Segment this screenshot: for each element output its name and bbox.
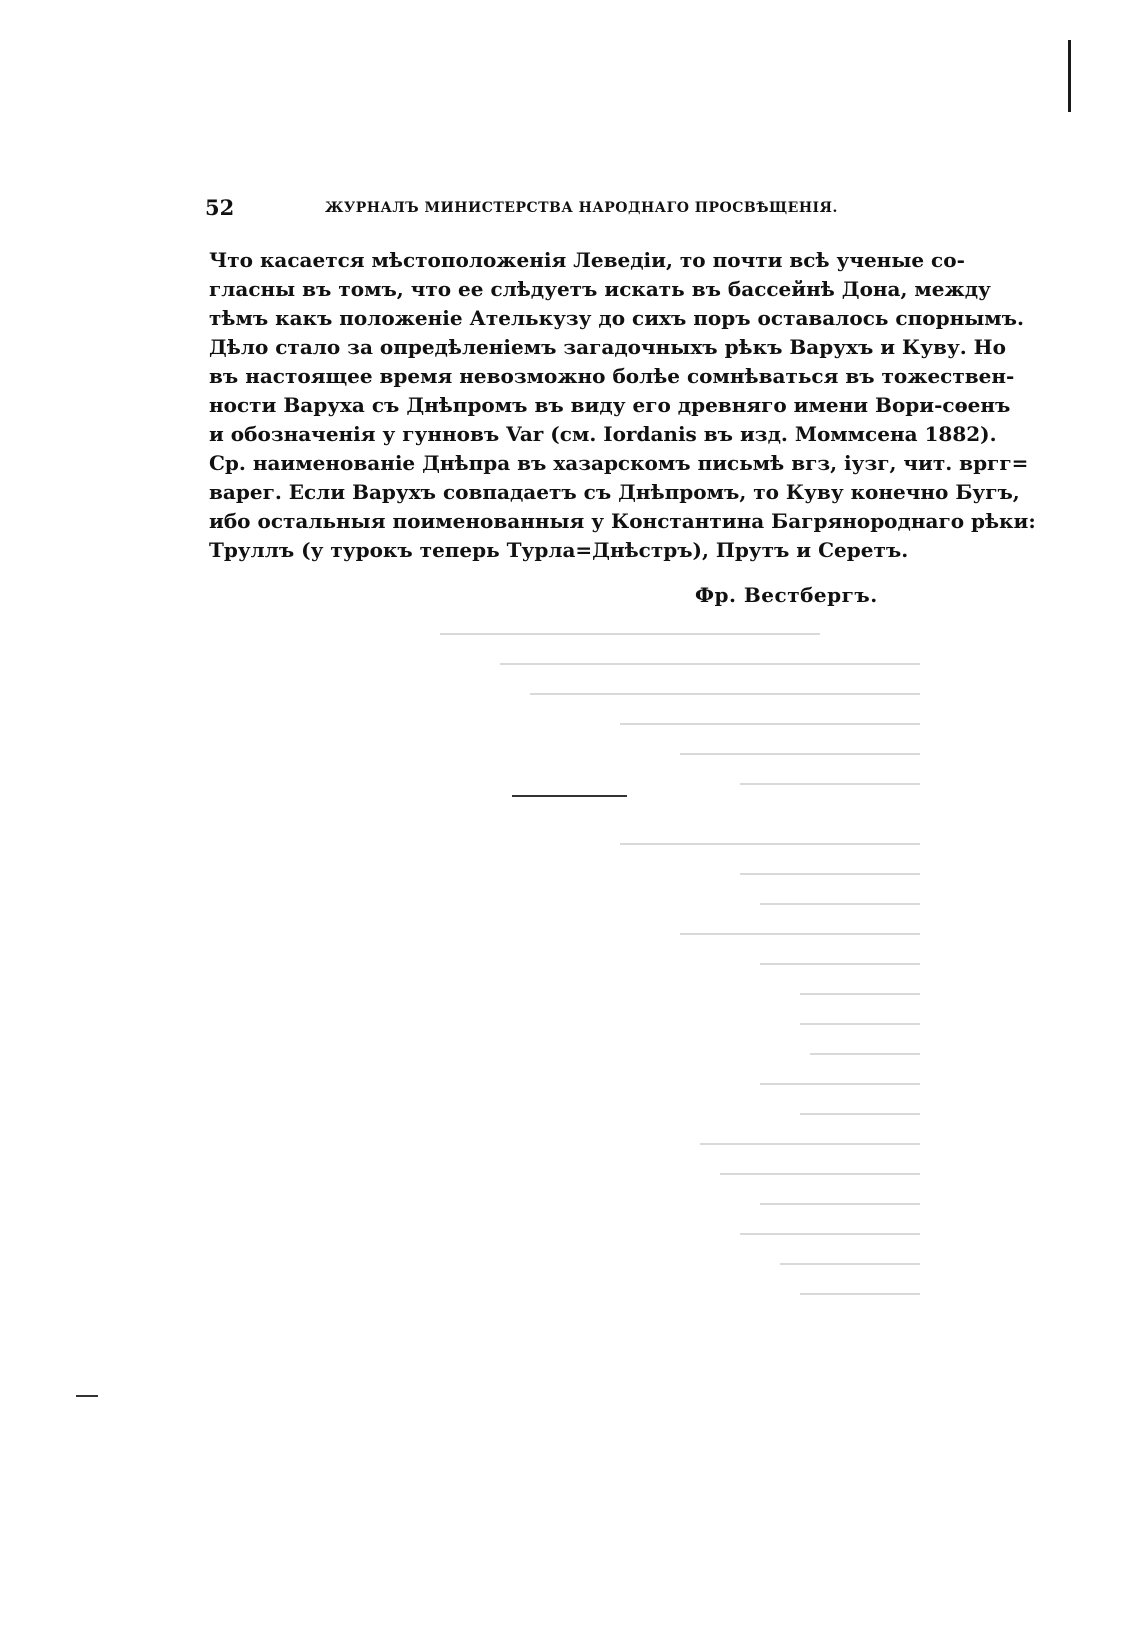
page-number: 52 bbox=[205, 195, 235, 220]
body-line: тѣмъ какъ положеніе Ателькузу до сихъ поръ оставалось спорнымъ. bbox=[209, 306, 1024, 330]
margin-rule bbox=[1068, 40, 1071, 112]
bleed-through-line bbox=[700, 1143, 920, 1145]
body-line: варег. Если Варухъ совпадаетъ съ Днѣпромъ, то Куву конечно Бугъ, bbox=[209, 480, 1020, 504]
bleed-through-line bbox=[760, 903, 920, 905]
page-header bbox=[205, 195, 885, 229]
bleed-through-line bbox=[800, 1023, 920, 1025]
author-signature: Фр. Вестбергъ. bbox=[695, 583, 878, 607]
bleed-through-area bbox=[200, 615, 950, 1335]
body-line: Дѣло стало за опредѣленіемъ загадочныхъ рѣкъ Варухъ и Куву. Но bbox=[209, 335, 1006, 359]
margin-mark bbox=[76, 1395, 98, 1397]
body-line: Ср. наименованіе Днѣпра въ хазарскомъ письмѣ вгз, іузг, чит. вргг= bbox=[209, 451, 1029, 475]
body-line: ности Варуха съ Днѣпромъ въ виду его древняго имени Вори-сѳенъ bbox=[209, 393, 1011, 417]
bleed-through-line bbox=[740, 1233, 920, 1235]
bleed-through-line bbox=[620, 723, 920, 725]
article-body bbox=[209, 246, 1036, 565]
body-line: Что касается мѣстоположенія Леведіи, то почти всѣ ученые со- bbox=[209, 248, 965, 272]
bleed-through-line bbox=[740, 783, 920, 785]
bleed-through-line bbox=[500, 663, 920, 665]
running-title: ЖУРНАЛЪ МИНИСТЕРСТВА НАРОДНАГО ПРОСВѢЩЕНІЯ. bbox=[325, 200, 838, 216]
body-line: гласны въ томъ, что ее слѣдуетъ искать въ бассейнѣ Дона, между bbox=[209, 277, 991, 301]
bleed-through-line bbox=[680, 753, 920, 755]
bleed-through-line bbox=[760, 963, 920, 965]
body-line: ибо остальныя поименованныя у Константина Багрянороднаго рѣки: bbox=[209, 509, 1036, 533]
bleed-through-line bbox=[800, 1113, 920, 1115]
bleed-through-line bbox=[440, 633, 820, 635]
bleed-through-line bbox=[780, 1263, 920, 1265]
bleed-through-line bbox=[760, 1203, 920, 1205]
bleed-through-line bbox=[720, 1173, 920, 1175]
bleed-through-line bbox=[810, 1053, 920, 1055]
bleed-through-line bbox=[800, 1293, 920, 1295]
body-line: и обозначенія у гунновъ Var (см. Iordanis въ изд. Моммсена 1882). bbox=[209, 422, 997, 446]
bleed-through-line bbox=[800, 993, 920, 995]
body-line: въ настоящее время невозможно болѣе сомнѣваться въ тожествен- bbox=[209, 364, 1015, 388]
bleed-through-line bbox=[620, 843, 920, 845]
section-divider bbox=[512, 795, 627, 797]
bleed-through-line bbox=[680, 933, 920, 935]
body-line-last: Труллъ (у турокъ теперь Турла=Днѣстръ), Прутъ и Серетъ. bbox=[209, 538, 909, 562]
bleed-through-line bbox=[530, 693, 920, 695]
bleed-through-line bbox=[760, 1083, 920, 1085]
bleed-through-line bbox=[740, 873, 920, 875]
